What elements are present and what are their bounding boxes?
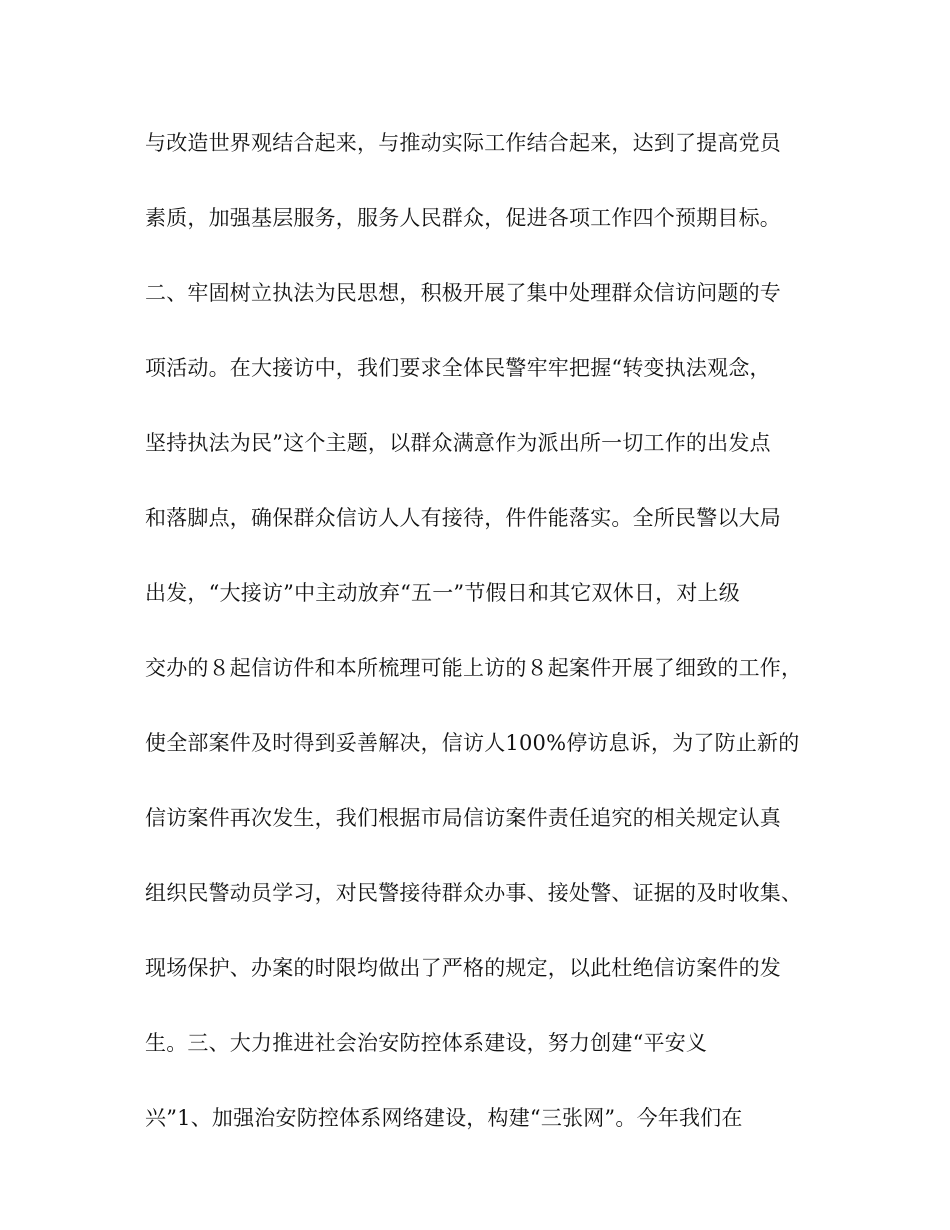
- text-line-5: 坚持执法为民”这个主题，以群众满意作为派出所一切工作的出发点: [145, 431, 771, 455]
- text-line-6: 和落脚点，确保群众信访人人有接待，件件能落实。全所民警以大局: [145, 506, 781, 530]
- text-line-7: 出发，“大接访”中主动放弃“五一”节假日和其它双休日，对上级: [145, 581, 740, 605]
- text-line-9: 使全部案件及时得到妥善解决，信访人100%停访息诉，为了防止新的: [145, 731, 800, 755]
- text-line-13: 生。三、大力推进社会治安防控体系建设，努力创建“平安义: [145, 1031, 708, 1055]
- text-line-1: 与改造世界观结合起来，与推动实际工作结合起来，达到了提高党员: [145, 131, 781, 155]
- text-line-3: 二、牢固树立执法为民思想，积极开展了集中处理群众信访问题的专: [145, 281, 781, 305]
- text-line-11: 组织民警动员学习，对民警接待群众办事、接处警、证据的及时收集、: [145, 881, 803, 905]
- text-line-2: 素质，加强基层服务，服务人民群众，促进各项工作四个预期目标。: [145, 206, 781, 230]
- text-line-10: 信访案件再次发生，我们根据市局信访案件责任追究的相关规定认真: [145, 806, 781, 830]
- text-line-8: 交办的８起信访件和本所梳理可能上访的８起案件开展了细致的工作，: [145, 656, 803, 680]
- text-line-12: 现场保护、办案的时限均做出了严格的规定，以此杜绝信访案件的发: [145, 956, 781, 980]
- text-line-14: 兴”1、加强治安防控体系网络建设，构建“三张网”。今年我们在: [145, 1106, 743, 1130]
- text-line-4: 项活动。在大接访中，我们要求全体民警牢牢把握“转变执法观念，: [145, 356, 771, 380]
